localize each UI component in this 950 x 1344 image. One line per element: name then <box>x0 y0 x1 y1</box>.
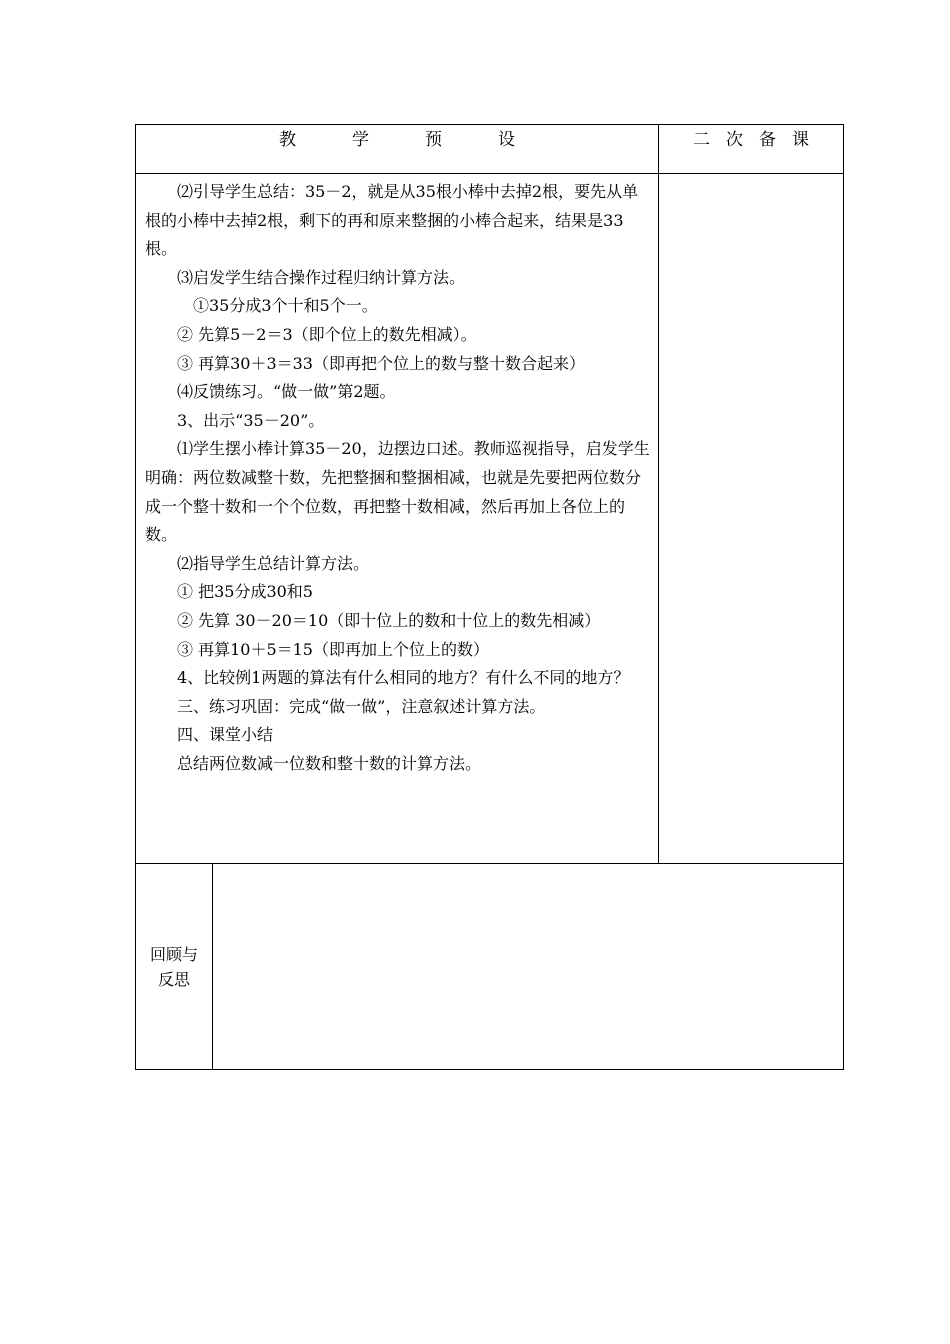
content-paragraph: 四、课堂小结 <box>177 725 274 745</box>
header-second-preparation <box>659 125 844 174</box>
header-char: 学 <box>352 130 369 150</box>
content-paragraph: ⑵引导学生总结：35－2，就是从35根小棒中去掉2根，要先从单根的小棒中去掉2根，剩下的再和原来整捆的小棒合起来，结果是33根。 <box>145 182 639 259</box>
header-char: 设 <box>498 130 515 150</box>
second-preparation-cell <box>659 174 844 864</box>
lesson-plan-table <box>135 124 844 1070</box>
content-row <box>136 174 844 864</box>
header-char: 备 <box>759 130 776 150</box>
content-paragraph: ⑴学生摆小棒计算35－20，边摆边口述。教师巡视指导，启发学生明确：两位数减整十数，先把整捆和整捆相减，也就是先要把两位数分成一个整十数和一个个位数，再把整十数相减，然后再加上各位上的数。 <box>145 439 650 545</box>
content-paragraph: 3、出示“35－20”。 <box>177 410 325 430</box>
header-char: 预 <box>425 130 442 150</box>
teaching-content <box>136 174 658 778</box>
header-teaching-plan <box>136 125 659 174</box>
content-paragraph: ③ 再算30＋3＝33（即再把个位上的数与整十数合起来） <box>177 353 585 373</box>
reflection-label-line: 反思 <box>157 969 190 989</box>
reflection-label-line: 回顾与 <box>149 944 198 964</box>
reflection-label <box>136 864 213 1070</box>
header-char: 次 <box>726 130 743 150</box>
content-paragraph: ⑶启发学生结合操作过程归纳计算方法。 <box>177 267 466 287</box>
reflection-row <box>136 864 844 1070</box>
teaching-content-cell <box>136 174 659 864</box>
header-char: 二 <box>693 130 710 150</box>
content-paragraph: ② 先算5－2＝3（即个位上的数先相减）。 <box>177 324 477 344</box>
content-paragraph: ⑵指导学生总结计算方法。 <box>177 553 370 573</box>
content-paragraph: 总结两位数减一位数和整十数的计算方法。 <box>177 753 482 773</box>
reflection-content-cell <box>213 864 844 1070</box>
header-char: 课 <box>792 130 809 150</box>
content-paragraph: 三、练习巩固：完成“做一做”，注意叙述计算方法。 <box>177 696 546 716</box>
header-row <box>136 125 844 174</box>
content-paragraph: ③ 再算10＋5＝15（即再加上个位上的数） <box>177 639 489 659</box>
content-paragraph: 4、比较例1两题的算法有什么相同的地方？有什么不同的地方？ <box>177 668 630 688</box>
content-paragraph: ② 先算 30－20＝10（即十位上的数和十位上的数先相减） <box>177 610 601 630</box>
content-paragraph: ⑷反馈练习。“做一做”第2题。 <box>177 382 396 402</box>
content-paragraph: ① 把35分成30和5 <box>177 582 313 602</box>
content-paragraph: ①35分成3个十和5个一。 <box>193 296 378 316</box>
header-char: 教 <box>279 130 296 150</box>
